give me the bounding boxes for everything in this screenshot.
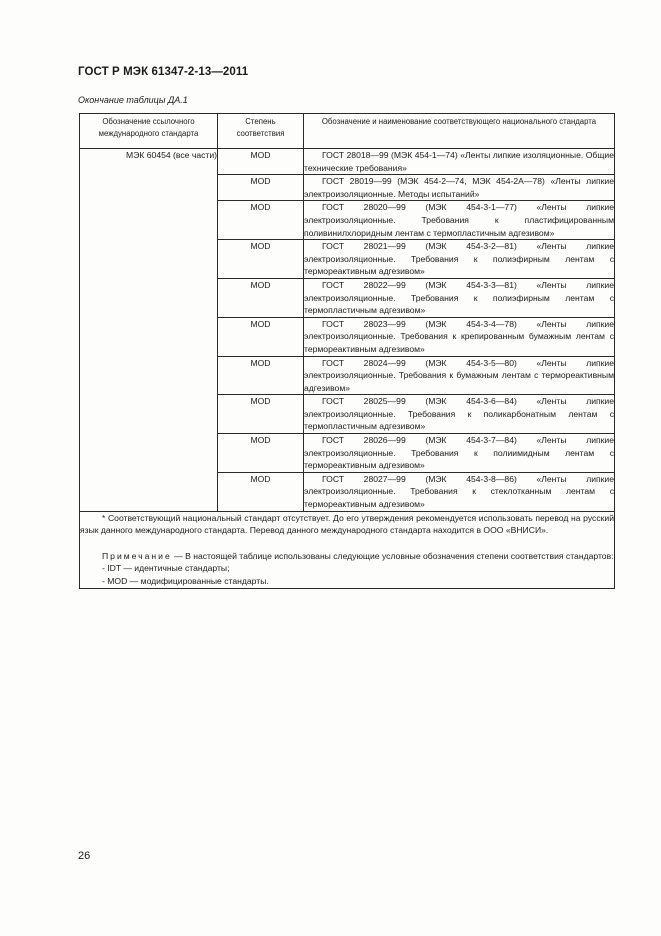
national-standard-cell: ГОСТ 28020—99 (МЭК 454-3-1—77) «Ленты липкие электроизоляционные. Требования к пластифицированным поливинилхлоридным лентам с термопластичным адгезивом»: [304, 201, 615, 240]
table-header-row: [80, 114, 615, 149]
table-footer-row: [80, 511, 615, 588]
national-standard-cell: ГОСТ 28026—99 (МЭК 454-3-7—84) «Ленты липкие электроизоляционные. Требования к полиимидным лентам с термореактивным адгезивом»: [304, 434, 615, 473]
page-number: 26: [78, 850, 91, 862]
intl-standard-cell: МЭК 60454 (все части): [80, 149, 218, 512]
national-standard-cell: ГОСТ 28027—99 (МЭК 454-3-8—86) «Ленты липкие электроизоляционные. Требования к стеклотканным лентам с термореактивным адгезивом»: [304, 472, 615, 511]
degree-cell: MOD: [218, 149, 304, 175]
note-text: — В настоящей таблице использованы следующие условные обозначения степени соответствия стандартов:: [171, 550, 614, 561]
degree-cell: MOD: [218, 434, 304, 473]
note-paragraph: [80, 550, 614, 563]
column-header-degree: Степень соответствия: [218, 114, 304, 149]
degree-cell: MOD: [218, 395, 304, 434]
national-standard-cell: ГОСТ 28018—99 (МЭК 454-1—74) «Ленты липкие изоляционные. Общие технические требования»: [304, 149, 615, 175]
table-footer: [80, 511, 615, 588]
degree-cell: MOD: [218, 356, 304, 395]
degree-cell: MOD: [218, 175, 304, 201]
degree-cell: MOD: [218, 240, 304, 279]
correspondence-table: [79, 113, 615, 589]
note-label: Примечание: [102, 550, 172, 561]
document-header: ГОСТ Р МЭК 61347-2-13—2011: [78, 66, 249, 78]
national-standard-cell: ГОСТ 28023—99 (МЭК 454-3-4—78) «Ленты липкие электроизоляционные. Требования к крепированным бумажным лентам с термореактивным адгезивом»: [304, 317, 615, 356]
legend-mod: - MOD — модифицированные стандарты.: [102, 576, 269, 586]
degree-cell: MOD: [218, 201, 304, 240]
national-standard-cell: ГОСТ 28022—99 (МЭК 454-3-3—81) «Ленты липкие электроизоляционные. Требования к полиэфирным лентам с термопластичным адгезивом»: [304, 278, 615, 317]
degree-cell: MOD: [218, 472, 304, 511]
national-standard-cell: ГОСТ 28019—99 (МЭК 454-2—74, МЭК 454-2А—78) «Ленты липкие электроизоляционные. Методы испытаний»: [304, 175, 615, 201]
degree-cell: MOD: [218, 278, 304, 317]
legend-idt: - IDT — идентичные стандарты;: [102, 563, 230, 574]
national-standard-cell: ГОСТ 28024—99 (МЭК 454-3-5—80) «Ленты липкие электроизоляционные. Требования к бумажным лентам с термореактивным адгезивом»: [304, 356, 615, 395]
national-standard-cell: ГОСТ 28021—99 (МЭК 454-3-2—81) «Ленты липкие электроизоляционные. Требования к полиэфирным лентам с термореактивным адгезивом»: [304, 240, 615, 279]
footnote: * Соответствующий национальный стандарт отсутствует. До его утверждения рекомендуется использовать перевод на русский язык данного международного стандарта. Перевод данного международного стандарта находится в ООО «ВНИСИ».: [80, 512, 614, 536]
column-header-national: Обозначение и наименование соответствующего национального стандарта: [304, 114, 615, 149]
column-header-intl: Обозначение ссылочного международного стандарта: [80, 114, 218, 149]
table-caption: Окончание таблицы ДА.1: [78, 95, 188, 105]
degree-cell: MOD: [218, 317, 304, 356]
table-row: [80, 149, 615, 175]
national-standard-cell: ГОСТ 28025—99 (МЭК 454-3-6—84) «Ленты липкие электроизоляционные. Требования к поликарбонатным лентам с термопластичным адгезивом»: [304, 395, 615, 434]
